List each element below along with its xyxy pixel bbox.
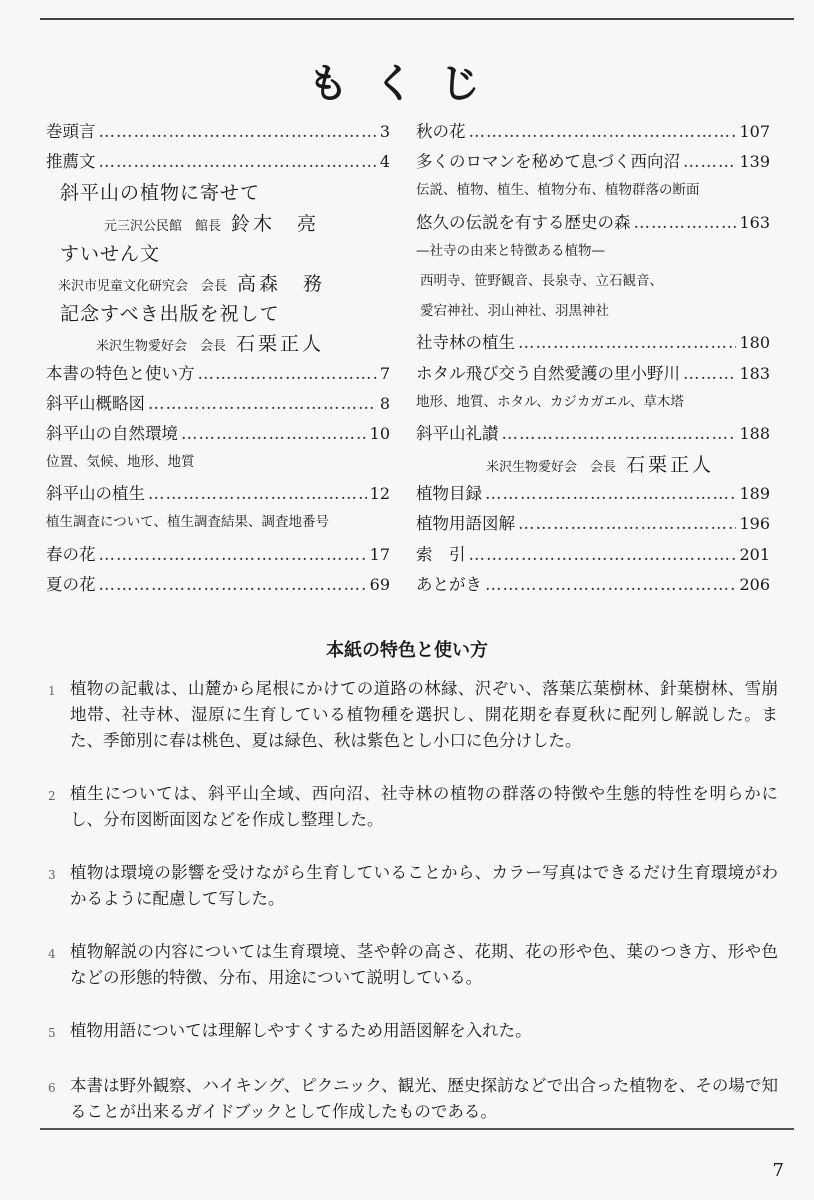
toc-subentry: 記念すべき出版を祝して bbox=[60, 303, 280, 326]
toc-entry[interactable]: 植物用語図解 …………………………………………………………………………………………………………………………… 196 bbox=[416, 510, 770, 540]
toc-note: 愛宕神社、羽山神社、羽黒神社 bbox=[420, 303, 609, 320]
toc-entry[interactable]: 多くのロマンを秘めて息づく西向沼 …………………………………………………………………………………………………………………………… 139 bbox=[416, 148, 770, 178]
toc-note: 植生調査について、植生調査結果、調査地番号 bbox=[46, 514, 329, 531]
toc-left-column bbox=[46, 118, 390, 601]
toc-subentry: すいせん文 bbox=[60, 242, 161, 265]
usage-item: 5 植物用語については理解しやすくするため用語図解を入れた。 bbox=[48, 1021, 532, 1040]
toc-entry[interactable]: 夏の花 …………………………………………………………………………………………………………………………… 69 bbox=[46, 571, 390, 601]
toc-entry[interactable]: 本書の特色と使い方 …………………………………………………………………………………………………………………………… 7 bbox=[46, 360, 390, 390]
toc-note: 伝説、植物、植生、植物分布、植物群落の断面 bbox=[416, 182, 700, 199]
toc-author: 米沢市児童文化研究会 会長 高森 務 bbox=[58, 272, 326, 295]
usage-section-title: 本紙の特色と使い方 bbox=[326, 640, 488, 661]
toc-entry[interactable]: 斜平山の自然環境 …………………………………………………………………………………………………………………………… 10 bbox=[46, 420, 390, 450]
toc-entry[interactable]: ホタル飛び交う自然愛護の里小野川 …………………………………………………………………………………………………………………………… 183 bbox=[416, 360, 770, 390]
toc-note: 西明寺、笹野観音、長泉寺、立石観音、 bbox=[420, 272, 663, 289]
toc-entry[interactable]: 斜平山礼讃 …………………………………………………………………………………………………………………………… 188 bbox=[416, 420, 770, 450]
toc-note: 位置、気候、地形、地質 bbox=[46, 454, 195, 471]
toc-note: —社寺の由来と特徴ある植物— bbox=[416, 242, 605, 259]
usage-item: 4 植物解説の内容については生育環境、茎や幹の高さ、花期、花の形や色、葉のつき方、形や色などの形態的特徴、分布、用途について説明している。 bbox=[48, 942, 778, 987]
top-rule bbox=[40, 18, 794, 20]
toc-author: 米沢生物愛好会 会長 石栗正人 bbox=[486, 454, 715, 477]
toc-entry[interactable]: 社寺林の植生 …………………………………………………………………………………………………………………………… 180 bbox=[416, 329, 770, 359]
toc-entry[interactable]: 斜平山概略図 …………………………………………………………………………………………………………………………… 8 bbox=[46, 390, 390, 420]
toc-subentry: 斜平山の植物に寄せて bbox=[60, 182, 261, 205]
toc-entry[interactable]: 秋の花 …………………………………………………………………………………………………………………………… 107 bbox=[416, 118, 770, 148]
toc-right-column bbox=[416, 118, 770, 601]
toc-author: 米沢生物愛好会 会長 石栗正人 bbox=[96, 333, 325, 356]
toc-entry[interactable]: 索 引 …………………………………………………………………………………………………………………………… 201 bbox=[416, 541, 770, 571]
usage-item: 3 植物は環境の影響を受けながら生育していることから、カラー写真はできるだけ生育環境がわかるように配慮して写した。 bbox=[48, 863, 778, 908]
page-title: もくじ bbox=[308, 60, 506, 107]
usage-item: 2 植生については、斜平山全域、西向沼、社寺林の植物の群落の特徴や生態的特性を明らかにし、分布図断面図などを作成し整理した。 bbox=[48, 784, 778, 829]
bottom-rule bbox=[40, 1128, 794, 1130]
toc-entry[interactable]: 春の花 …………………………………………………………………………………………………………………………… 17 bbox=[46, 541, 390, 571]
toc-entry[interactable]: あとがき …………………………………………………………………………………………………………………………… 206 bbox=[416, 571, 770, 601]
toc-entry[interactable]: 巻頭言 …………………………………………………………………………………………………………………………… 3 bbox=[46, 118, 390, 148]
usage-item: 1 植物の記載は、山麓から尾根にかけての道路の林縁、沢ぞい、落葉広葉樹林、針葉樹林、雪崩地帯、社寺林、湿原に生育している植物種を選択し、開花期を春夏秋に配列し解説した。また、季節別に春は桃色、夏は緑色、秋は紫色とし小口に色分けした。 bbox=[48, 679, 778, 750]
toc-note: 地形、地質、ホタル、カジカガエル、草木塔 bbox=[416, 393, 684, 410]
toc-entry[interactable]: 植物目録 …………………………………………………………………………………………………………………………… 189 bbox=[416, 480, 770, 510]
page-number: 7 bbox=[772, 1160, 784, 1181]
usage-item: 6 本書は野外観察、ハイキング、ピクニック、観光、歴史探訪などで出合った植物を、その場で知ることが出来るガイドブックとして作成したものである。 bbox=[48, 1076, 778, 1121]
toc-entry[interactable]: 斜平山の植生 …………………………………………………………………………………………………………………………… 12 bbox=[46, 480, 390, 510]
toc-entry[interactable]: 悠久の伝説を有する歴史の森 …………………………………………………………………………………………………………………………… 163 bbox=[416, 209, 770, 239]
toc-entry[interactable]: 推薦文 …………………………………………………………………………………………………………………………… 4 bbox=[46, 148, 390, 178]
toc-author: 元三沢公民館 館長 鈴木 亮 bbox=[104, 212, 320, 235]
usage-list bbox=[48, 676, 778, 1152]
